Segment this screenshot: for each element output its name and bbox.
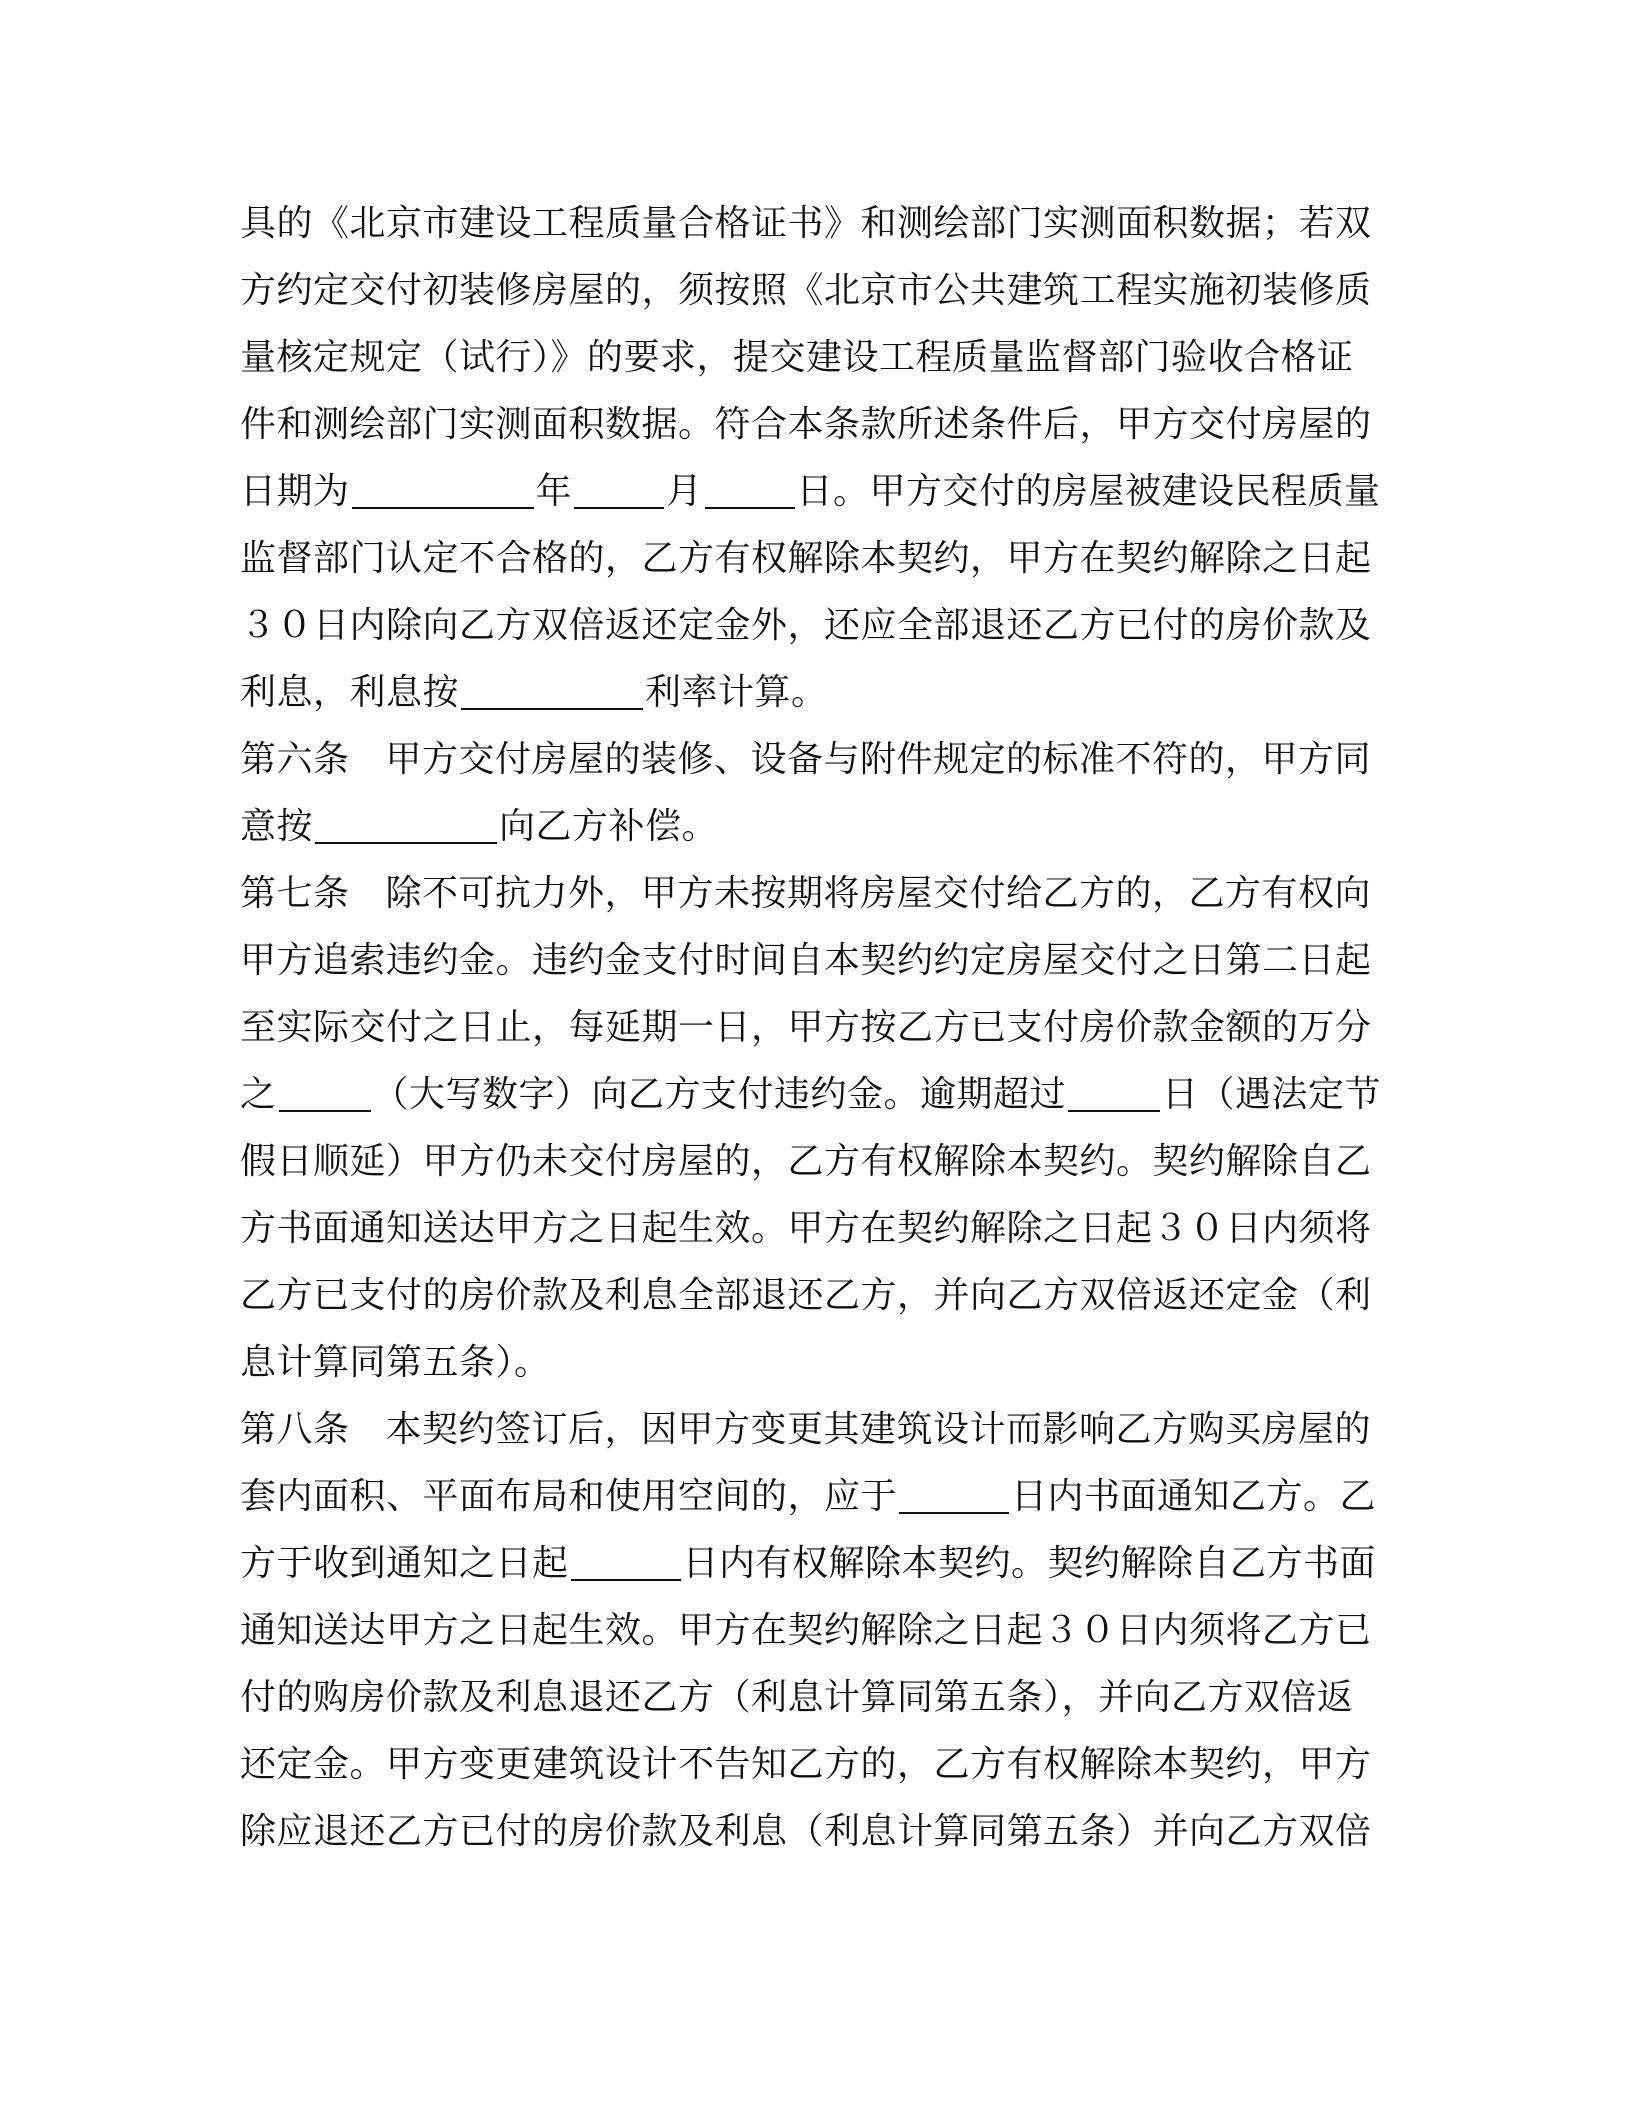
line-text: 付的购房价款及利息退还乙方（利息计算同第五条），并向乙方双倍返 xyxy=(240,1677,1354,1718)
article-six-heading-line xyxy=(240,726,1390,793)
text-line xyxy=(240,1597,1390,1664)
line-text: 意按 xyxy=(240,806,314,847)
text-line xyxy=(240,927,1390,994)
line-text: 方于收到通知之日起 xyxy=(240,1543,569,1584)
text-line xyxy=(240,1262,1390,1329)
notice-days-blank[interactable] xyxy=(899,1478,1009,1514)
line-text: 除应退还乙方已付的房价款及利息（利息计算同第五条）并向乙方双倍 xyxy=(240,1811,1372,1852)
article-number: 第六条 xyxy=(240,739,350,780)
line-text: 具的《北京市建设工程质量合格证书》和测绘部门实测面积数据；若双 xyxy=(240,203,1372,244)
text-line xyxy=(240,994,1390,1061)
line-text: 监督部门认定不合格的，乙方有权解除本契约，甲方在契约解除之日起 xyxy=(240,538,1372,579)
text-line xyxy=(240,391,1390,458)
line-text: 利息，利息按 xyxy=(240,672,460,713)
interest-rate-blank[interactable] xyxy=(461,674,643,710)
line-text: 利率计算。 xyxy=(645,672,828,713)
line-text: 假日顺延）甲方仍未交付房屋的，乙方有权解除本契约。契约解除自乙 xyxy=(240,1141,1372,1182)
line-text: 甲方追索违约金。违约金支付时间自本契约约定房屋交付之日第二日起 xyxy=(240,940,1372,981)
text-line xyxy=(240,1664,1390,1731)
overdue-days-blank[interactable] xyxy=(1068,1076,1160,1112)
termination-days-blank[interactable] xyxy=(571,1545,681,1581)
text-line xyxy=(240,324,1390,391)
text-line-compensation xyxy=(240,793,1390,860)
line-text: 方约定交付初装修房屋的，须按照《北京市公共建筑工程实施初装修质 xyxy=(240,270,1372,311)
month-blank[interactable] xyxy=(574,473,664,509)
line-text: 还定金。甲方变更建筑设计不告知乙方的，乙方有权解除本契约，甲方 xyxy=(240,1744,1372,1785)
line-text: 日。甲方交付的房屋被建设民程质量 xyxy=(796,471,1381,512)
line-text: 量核定规定（试行）》的要求，提交建设工程质量监督部门验收合格证 xyxy=(240,337,1354,378)
line-text: 日（遇法定节 xyxy=(1162,1074,1382,1115)
text-line-penalty xyxy=(240,1061,1390,1128)
text-line-termination-days xyxy=(240,1530,1390,1597)
line-text: 方书面通知送达甲方之日起生效。甲方在契约解除之日起３０日内须将 xyxy=(240,1208,1372,1249)
text-line xyxy=(240,1731,1390,1798)
text-line xyxy=(240,190,1390,257)
line-text: 年 xyxy=(535,471,573,512)
article-number: 第八条 xyxy=(240,1409,350,1450)
article-number: 第七条 xyxy=(240,873,350,914)
line-text: 甲方交付房屋的装修、设备与附件规定的标准不符的，甲方同 xyxy=(385,739,1372,780)
line-text: 月 xyxy=(666,471,703,512)
text-line xyxy=(240,1329,1390,1396)
article-eight-heading-line xyxy=(240,1396,1390,1463)
line-text: 至实际交付之日止，每延期一日，甲方按乙方已支付房价款金额的万分 xyxy=(240,1007,1372,1048)
penalty-rate-blank[interactable] xyxy=(279,1076,371,1112)
article-seven-heading-line xyxy=(240,860,1390,927)
text-line xyxy=(240,1195,1390,1262)
line-text: 日内书面通知乙方。乙 xyxy=(1011,1476,1377,1517)
line-text: 之 xyxy=(240,1074,277,1115)
text-line xyxy=(240,257,1390,324)
text-line xyxy=(240,525,1390,592)
line-text: 套内面积、平面布局和使用空间的，应于 xyxy=(240,1476,898,1517)
compensation-blank[interactable] xyxy=(315,808,497,844)
line-text: 日内有权解除本契约。契约解除自乙方书面 xyxy=(682,1543,1377,1584)
text-line xyxy=(240,1798,1390,1865)
text-line-delivery-date xyxy=(240,458,1390,525)
text-line-notice-days xyxy=(240,1463,1390,1530)
text-line-interest xyxy=(240,659,1390,726)
line-text: （大写数字）向乙方支付违约金。逾期超过 xyxy=(372,1074,1067,1115)
day-blank[interactable] xyxy=(705,473,795,509)
line-text: ３０日内除向乙方双倍返还定金外，还应全部退还乙方已付的房价款及 xyxy=(240,605,1372,646)
document-page xyxy=(240,190,1390,1865)
line-text: 乙方已支付的房价款及利息全部退还乙方，并向乙方双倍返还定金（利 xyxy=(240,1275,1372,1316)
line-text: 本契约签订后，因甲方变更其建筑设计而影响乙方购买房屋的 xyxy=(385,1409,1372,1450)
line-text: 向乙方补偿。 xyxy=(499,806,719,847)
line-text: 息计算同第五条）。 xyxy=(240,1342,551,1383)
year-blank[interactable] xyxy=(352,473,534,509)
text-line xyxy=(240,592,1390,659)
line-text: 件和测绘部门实测面积数据。符合本条款所述条件后，甲方交付房屋的 xyxy=(240,404,1372,445)
line-text: 日期为 xyxy=(240,471,350,512)
line-text: 通知送达甲方之日起生效。甲方在契约解除之日起３０日内须将乙方已 xyxy=(240,1610,1372,1651)
text-line xyxy=(240,1128,1390,1195)
line-text: 除不可抗力外，甲方未按期将房屋交付给乙方的，乙方有权向 xyxy=(385,873,1372,914)
